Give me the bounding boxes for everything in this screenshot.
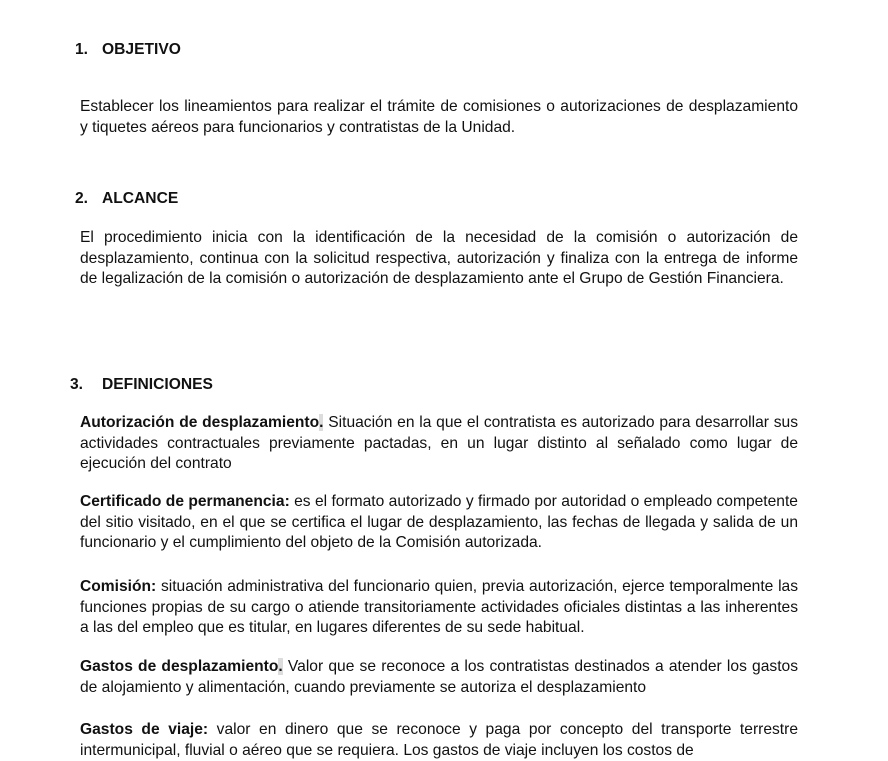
section-heading-objetivo [75,40,181,60]
definition-separator: : [284,493,290,510]
definition-gastos-desplazamiento [80,657,798,698]
section-body-objetivo: Establecer los lineamientos para realizar el trámite de comisiones o autorizaciones de desplazamiento y tiquetes aéreos para funcionarios y contratistas de la Unidad. [80,98,798,136]
definition-certificado-permanencia [80,492,798,554]
definition-text: valor en dinero que se reconoce y paga por concepto del transporte terrestre intermunicipal, fluvial o aéreo que se requiera. Los gastos de viaje incluyen los costos de [80,721,798,759]
definition-term: Gastos de viaje [80,721,203,738]
definition-term: Comisión [80,578,152,595]
section-body-alcance: El procedimiento inicia con la identificación de la necesidad de la comisión o autorización de desplazamiento, continua con la solicitud respectiva, autorización y finaliza con la entrega de informe de legalización de la comisión o autorización de desplazamiento ante el Grupo de Gestión Financiera. [80,229,798,287]
section-title: ALCANCE [102,190,179,207]
definition-text: Situación en la que el contratista es autorizado para desarrollar sus actividades contractuales previamente pactadas, en un lugar distinto al señalado como lugar de ejecución del contrato [80,414,798,472]
definition-autorizacion-desplazamiento [80,413,798,475]
definition-gastos-viaje [80,720,798,761]
section-heading-alcance [75,189,178,209]
definition-term: Autorización de desplazamiento [80,414,320,431]
section-title: DEFINICIONES [102,376,213,393]
definition-text: situación administrativa del funcionario quien, previa autorización, ejerce temporalmente las funciones propias de su cargo o atiende transitoriamente actividades oficiales distintas a las inherentes a las del empleo que es titular, en lugares diferentes de su sede habitual. [80,578,798,636]
section-number: 2. [75,190,89,207]
definition-separator: : [202,721,209,738]
definition-separator: . [278,658,283,675]
definition-term: Gastos de desplazamiento [80,658,279,675]
section-number: 3. [70,376,84,393]
definition-text: Valor que se reconoce a los contratistas destinados a atender los gastos de alojamiento y alimentación, cuando previamente se autoriza el desplazamiento [80,658,798,696]
definition-comision [80,577,798,639]
definition-separator: . [319,414,324,431]
definition-separator: : [151,578,157,595]
definition-term: Certificado de permanencia [80,493,285,510]
section-number: 1. [75,41,89,58]
section-title: OBJETIVO [102,41,181,58]
definition-text: es el formato autorizado y firmado por autoridad o empleado competente del sitio visitado, en el que se certifica el lugar de desplazamiento, las fechas de llegada y salida de un funcionario y el cumplimiento del objeto de la Comisión autorizada. [80,493,798,551]
section-heading-definiciones [70,375,213,395]
